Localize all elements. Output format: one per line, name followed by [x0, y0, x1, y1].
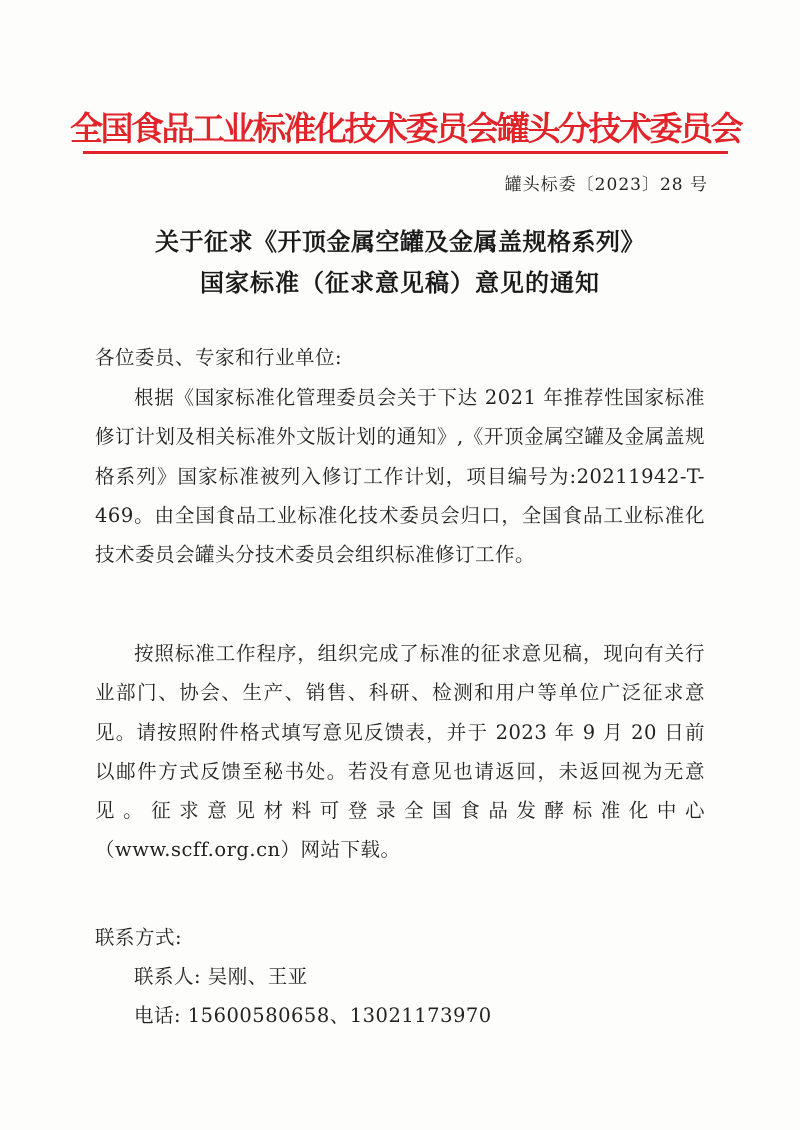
- document-number: 罐头标委〔2023〕28 号: [504, 175, 708, 195]
- document-title-line-2: 国家标准（征求意见稿）意见的通知: [200, 268, 600, 297]
- header-divider: [83, 151, 728, 154]
- contact-person: 联系人: 吴刚、王亚: [134, 965, 308, 988]
- contact-label: 联系方式:: [95, 926, 183, 949]
- salutation: 各位委员、专家和行业单位:: [95, 346, 343, 369]
- organization-header: 全国食品工业标准化技术委员会罐头分技术委员会: [70, 109, 741, 148]
- document-title-line-1: 关于征求《开顶金属空罐及金属盖规格系列》: [155, 227, 645, 256]
- body-paragraph-2: 按照标准工作程序，组织完成了标准的征求意见稿，现向有关行业部门、协会、生产、销售、科研、检测和用户等单位广泛征求意见。请按照附件格式填写意见反馈表，并于 2023 年 9 月 20 日前以邮件方式反馈至秘书处。若没有意见也请返回，未返回视为无意见。征求意见材料可登录全国食品发酵标准化中心（www.scff.org.cn）网站下载。: [95, 642, 705, 862]
- contact-phone: 电话: 15600580658、13021173970: [134, 1004, 492, 1027]
- body-paragraph-1: 根据《国家标准化管理委员会关于下达 2021 年推荐性国家标准修订计划及相关标准外文版计划的通知》,《开顶金属空罐及金属盖规格系列》国家标准被列入修订工作计划，项目编号为:20211942-T-469。由全国食品工业标准化技术委员会归口，全国食品工业标准化技术委员会罐头分技术委员会组织标准修订工作。: [95, 386, 705, 567]
